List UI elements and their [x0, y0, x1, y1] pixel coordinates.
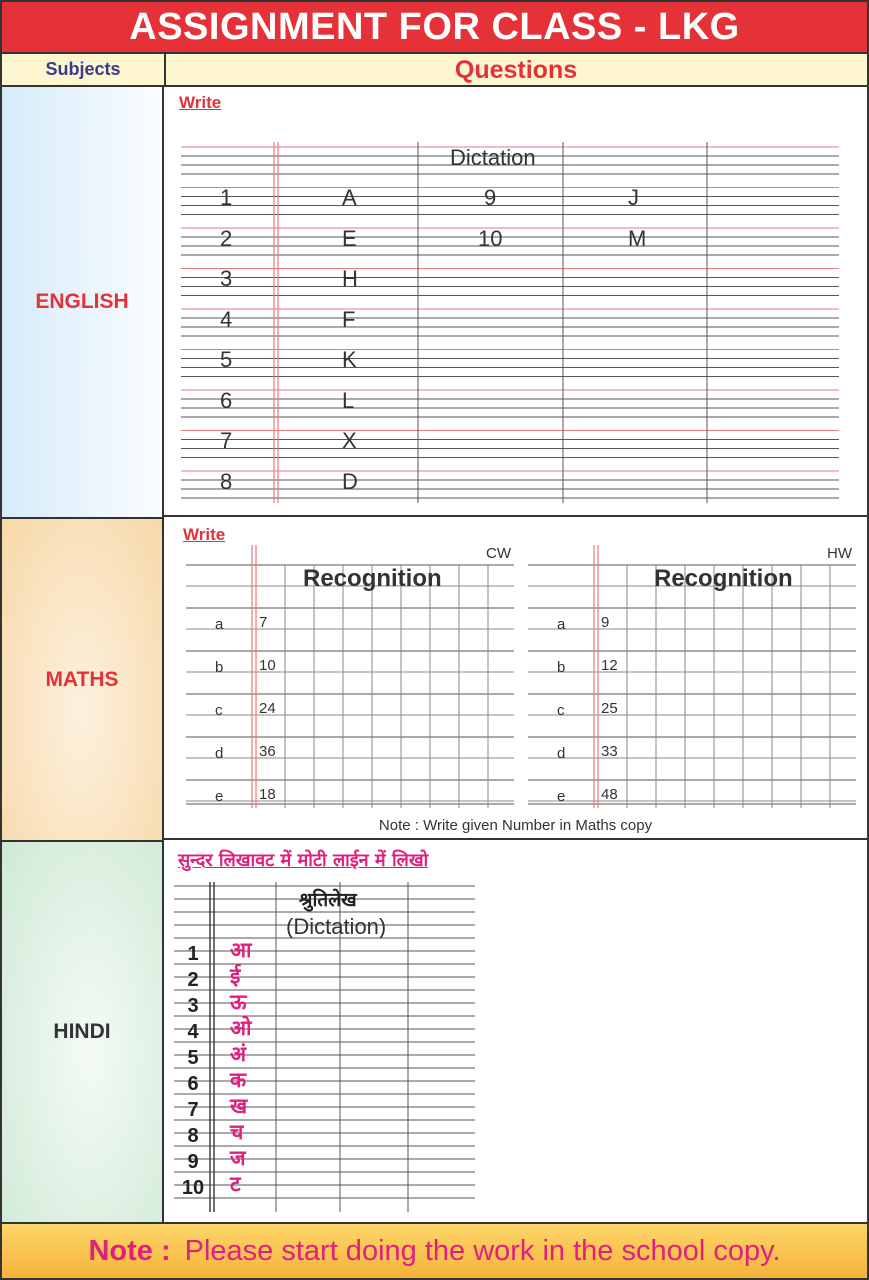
maths-questions	[164, 517, 867, 838]
maths-row-label: a	[215, 616, 224, 633]
english-row-letter: A	[342, 185, 357, 210]
hindi-row-letter: ओ	[230, 1016, 252, 1040]
maths-row-value: 25	[601, 700, 618, 717]
english-questions	[164, 87, 867, 515]
cw-heading: Recognition	[303, 565, 442, 592]
hindi-row-number: 8	[187, 1125, 199, 1147]
hindi-row-number: 4	[187, 1021, 199, 1043]
hindi-questions	[164, 840, 867, 1222]
hindi-row-letter: ज	[230, 1146, 246, 1170]
hindi-row-number: 5	[187, 1047, 199, 1069]
english-row-letter: E	[342, 225, 357, 251]
english-row-number: 6	[220, 387, 233, 413]
maths-row-label: d	[215, 745, 224, 762]
maths-row-value: 18	[259, 786, 276, 803]
footer-note	[2, 1222, 867, 1278]
hw-heading: Recognition	[654, 565, 793, 592]
english-row-letter: F	[342, 306, 356, 332]
footer-note-label: Note :	[88, 1234, 171, 1267]
hindi-row-letter: ई	[230, 964, 241, 988]
hindi-heading: श्रुतिलेख	[299, 889, 357, 911]
english-row-letter: J	[628, 185, 639, 210]
maths-row-value: 7	[259, 614, 268, 631]
english-row-number: 10	[478, 225, 503, 251]
english-row-number: 3	[220, 266, 233, 291]
english-row-letter: H	[342, 266, 358, 291]
maths-row-value: 24	[259, 700, 276, 717]
hindi-row-number: 9	[187, 1151, 199, 1173]
hindi-row-letter: ट	[230, 1172, 241, 1196]
english-row-letter: K	[342, 347, 357, 372]
hindi-row-number: 1	[187, 943, 199, 965]
maths-row-value: 36	[259, 743, 276, 760]
maths-row-label: a	[557, 616, 566, 633]
maths-row-label: b	[215, 659, 224, 676]
maths-row-label: b	[557, 659, 566, 676]
table-header	[2, 52, 867, 87]
hw-tag: HW	[827, 545, 852, 562]
english-row-number: 2	[220, 225, 233, 251]
english-row-number: 1	[220, 185, 233, 210]
hindi-row-letter: च	[230, 1120, 244, 1144]
hindi-row-number: 10	[181, 1177, 205, 1199]
maths-row-label: c	[557, 702, 565, 719]
english-row-letter: L	[342, 387, 355, 413]
hindi-row-number: 6	[187, 1073, 199, 1095]
hindi-row-letter: ख	[230, 1094, 248, 1118]
subject-maths	[2, 517, 164, 840]
maths-instruction: Write	[183, 525, 226, 544]
maths-row-value: 12	[601, 657, 618, 674]
english-instruction: Write	[179, 93, 222, 112]
english-row-letter: M	[628, 225, 647, 251]
maths-row-label: c	[215, 702, 223, 719]
maths-note: Note : Write given Number in Maths copy	[378, 817, 653, 834]
maths-row-label: e	[557, 788, 566, 805]
footer-note-text: Please start doing the work in the school copy.	[184, 1234, 781, 1267]
english-row-number: 4	[220, 306, 233, 332]
subject-english-label: ENGLISH	[35, 290, 129, 313]
english-row-number: 5	[220, 347, 233, 372]
maths-row-label: e	[215, 788, 224, 805]
hindi-row-letter: आ	[230, 938, 252, 962]
subject-hindi	[2, 840, 164, 1222]
hindi-ruled-lines	[164, 840, 867, 1222]
english-heading: Dictation	[450, 145, 536, 170]
hindi-instruction: सुन्दर लिखावट में मोटी लाईन में लिखो	[178, 850, 429, 871]
maths-row-label: d	[557, 745, 566, 762]
maths-row-value: 33	[601, 743, 618, 760]
hindi-row-number: 3	[187, 995, 199, 1017]
subject-english	[2, 87, 164, 517]
hindi-row-number: 7	[187, 1099, 199, 1121]
hindi-row-letter: क	[230, 1068, 247, 1092]
hindi-row-number: 2	[187, 969, 199, 991]
questions-header: Questions	[454, 56, 578, 84]
english-row-letter: X	[342, 428, 357, 453]
english-row-letter: D	[342, 468, 358, 494]
page-title: ASSIGNMENT FOR CLASS - LKG	[2, 2, 867, 52]
subjects-header: Subjects	[2, 54, 166, 85]
subject-hindi-label: HINDI	[53, 1020, 111, 1043]
english-row-number: 8	[220, 468, 233, 494]
hindi-subheading: (Dictation)	[286, 914, 387, 939]
maths-row-value: 10	[259, 657, 276, 674]
subject-maths-label: MATHS	[45, 667, 119, 691]
hindi-row-letter: ऊ	[230, 990, 247, 1014]
maths-row-value: 9	[601, 614, 610, 631]
hindi-row-letter: अं	[230, 1042, 247, 1066]
english-row-number: 9	[484, 185, 497, 210]
english-row-number: 7	[220, 428, 233, 453]
cw-tag: CW	[486, 545, 511, 562]
maths-row-value: 48	[601, 786, 618, 803]
